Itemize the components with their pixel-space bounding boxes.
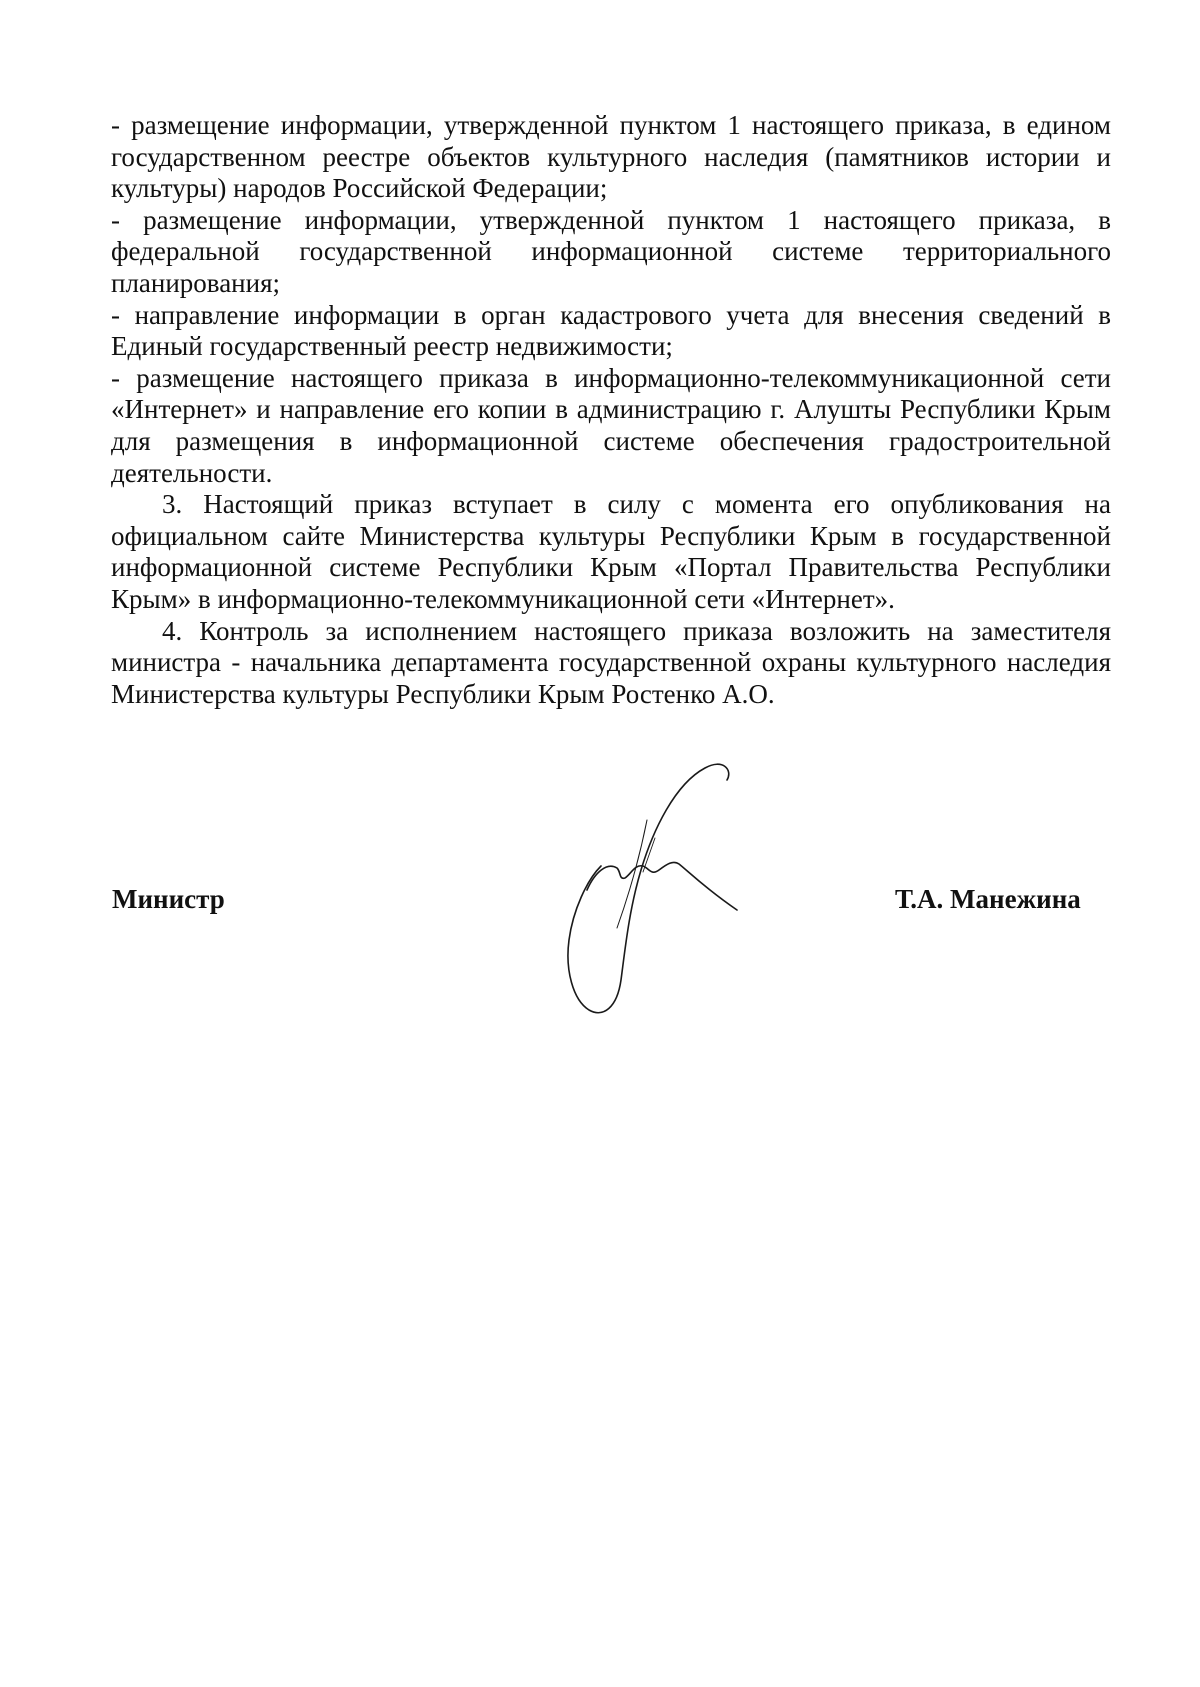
- signatory-role: Министр: [112, 884, 225, 914]
- paragraph-item-3: 3. Настоящий приказ вступает в силу с момента его опубликования на официальном сайте Министерства культуры Республики Крым в государственной информационной системе Республики Крым «Портал Правительства Республики Крым» в информационно-телекоммуникационной сети «Интернет».: [111, 489, 1111, 614]
- document-body: [111, 110, 1111, 710]
- paragraph-item-4: 4. Контроль за исполнением настоящего приказа возложить на заместителя министра - начальника департамента государственной охраны культурного наследия Министерства культуры Республики Крым Ростенко А.О.: [111, 615, 1111, 709]
- paragraph-egrokn: - размещение информации, утвержденной пунктом 1 настоящего приказа, в едином государственном реестре объектов культурного наследия (памятников истории и культуры) народов Российской Федерации;: [111, 110, 1111, 204]
- paragraph-cadastre: - направление информации в орган кадастрового учета для внесения сведений в Единый государственный реестр недвижимости;: [111, 299, 1111, 362]
- paragraph-fgis-tp: - размещение информации, утвержденной пунктом 1 настоящего приказа, в федеральной государственной информационной системе территориального планирования;: [111, 204, 1111, 298]
- paragraph-internet-publication: - размещение настоящего приказа в информационно-телекоммуникационной сети «Интернет» и направление его копии в администрацию г. Алушты Республики Крым для размещения в информационной системе обеспечения градостроительной деятельности.: [111, 362, 1111, 488]
- handwritten-signature: [555, 760, 755, 1020]
- signatory-name: Т.А. Манежина: [895, 884, 1081, 914]
